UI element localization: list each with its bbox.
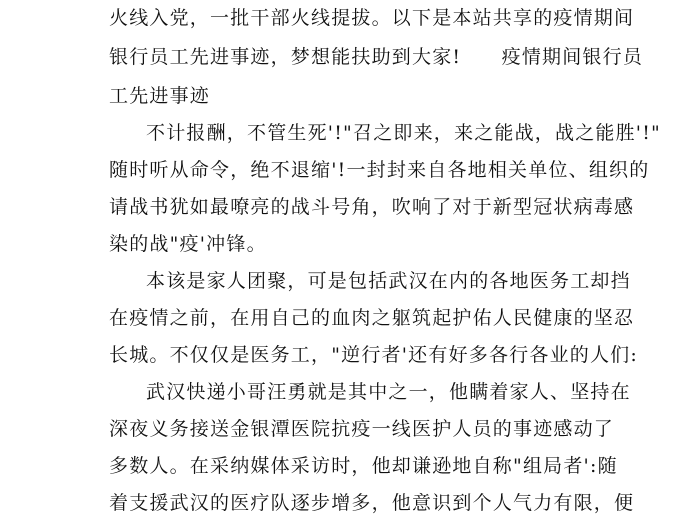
text-line: 随时听从命令，绝不退缩'!一封封来自各地相关单位、组织的 [109,159,650,181]
text-line: 多数人。在采纳媒体采访时，他却谦逊地自称"组局者':随 [109,455,618,477]
text-line: 着支援武汉的医疗队逐步增多，他意识到个人气力有限，便 [109,492,635,514]
text-line: 染的战"疫'冲锋。 [109,233,267,255]
text-line: 武汉快递小哥汪勇就是其中之一，他瞒着家人、坚持在 [146,381,631,403]
text-line: 请战书犹如最嘹亮的战斗号角，吹响了对于新型冠状病毒感 [109,196,635,218]
text-line: 长城。不仅仅是医务工，"逆行者'还有好多各行各业的人们: [109,344,638,366]
text-line: 火线入党，一批干部火线提拔。以下是本站共享的疫情期间 [109,7,635,29]
text-line: 不计报酬，不管生死'!"召之即来，来之能战，战之能胜'!" [146,122,661,144]
text-line: 本该是家人团聚，可是包括武汉在内的各地医务工却挡 [146,270,631,292]
text-line: 银行员工先进事迹，梦想能扶助到大家! 疫情期间银行员 [109,46,644,68]
text-line: 工先进事迹 [109,85,211,107]
text-line: 在疫情之前，在用自己的血肉之躯筑起护佑人民健康的坚忍 [109,307,635,329]
text-line: 深夜义务接送金银潭医院抗疫一线医护人员的事迹感动了 [109,418,615,440]
